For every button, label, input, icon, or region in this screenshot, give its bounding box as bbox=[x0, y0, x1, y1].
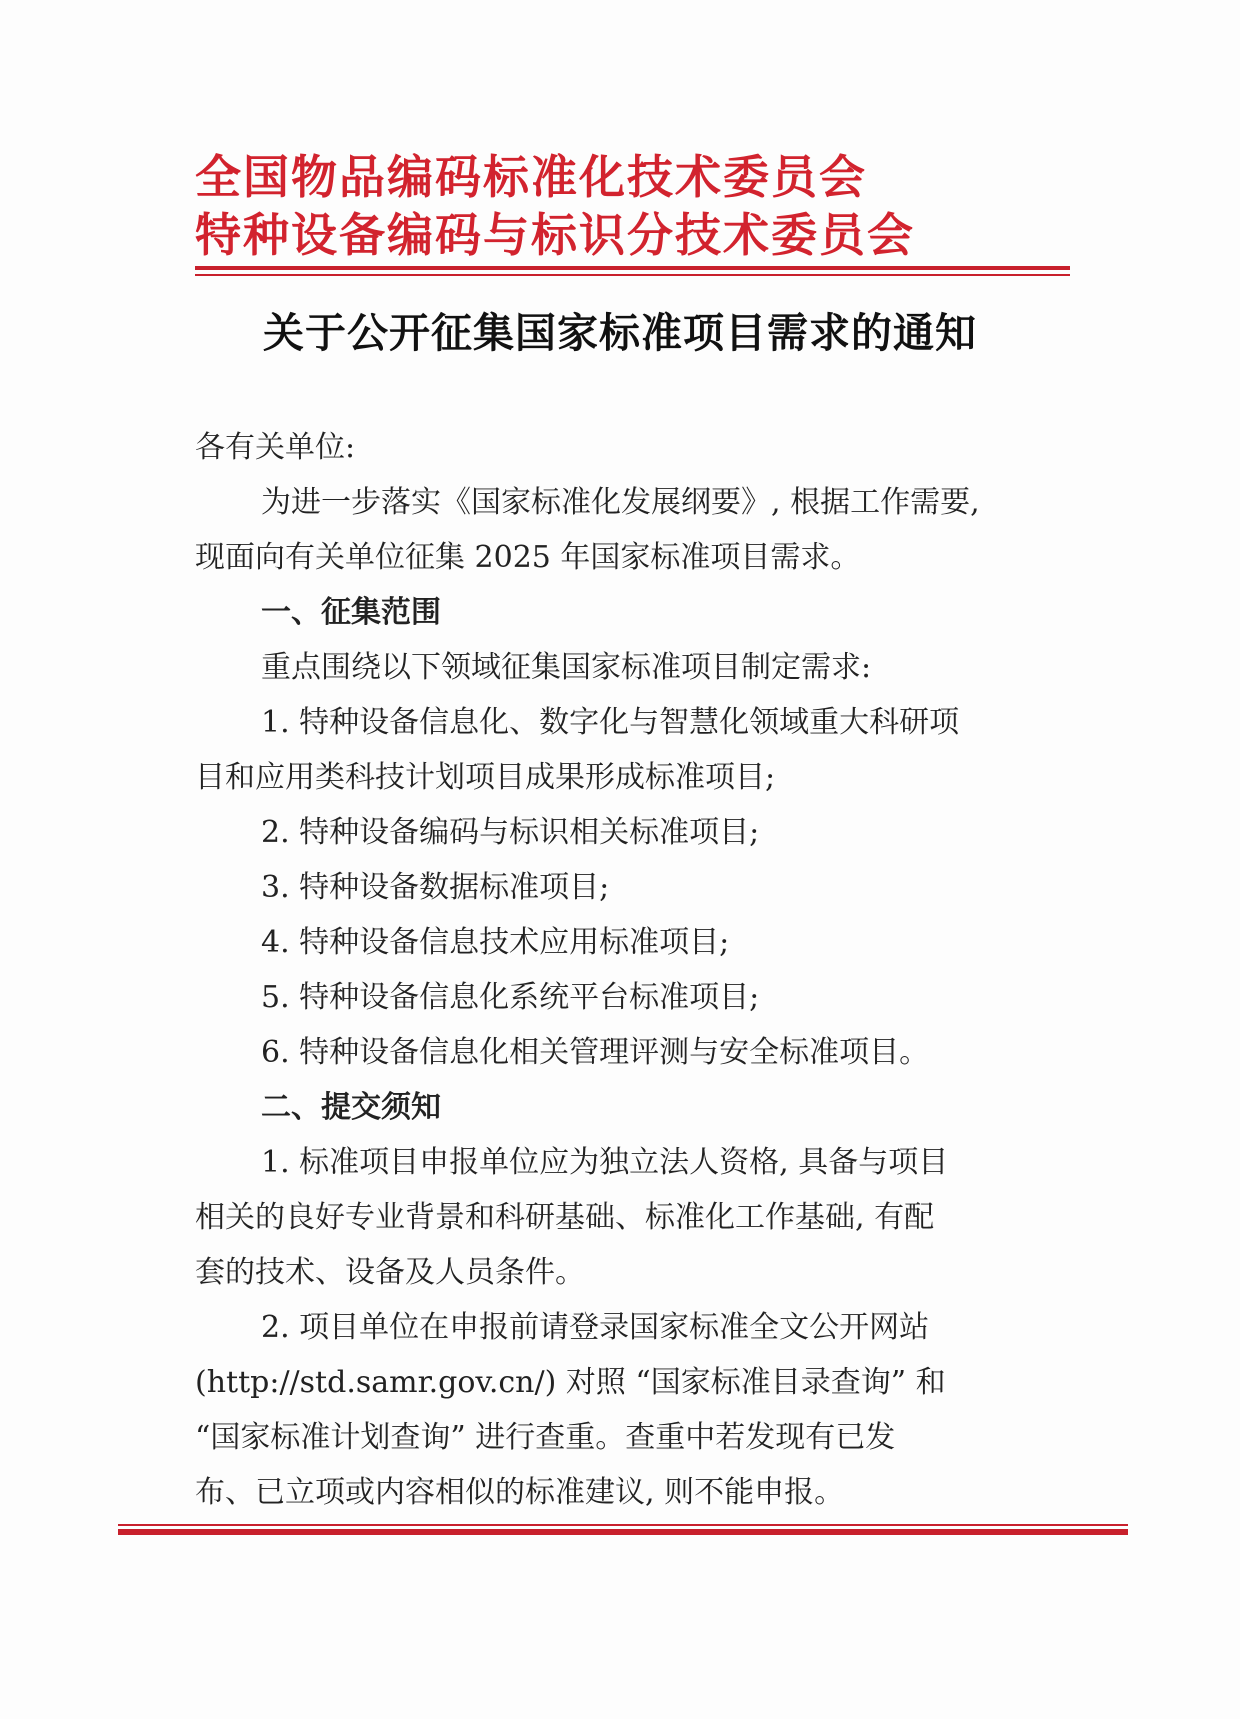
notice-item-1-line-2: 相关的良好专业背景和科研基础、标准化工作基础, 有配 bbox=[195, 1200, 935, 1235]
intro-line-1: 为进一步落实《国家标准化发展纲要》, 根据工作需要, bbox=[261, 485, 980, 520]
scope-item-1-line-1: 1. 特种设备信息化、数字化与智慧化领域重大科研项 bbox=[261, 705, 960, 740]
letterhead-line-2: 特种设备编码与标识分技术委员会 bbox=[195, 208, 915, 262]
notice-item-1-line-3: 套的技术、设备及人员条件。 bbox=[195, 1255, 585, 1290]
letterhead-divider bbox=[195, 266, 1070, 276]
footer-divider bbox=[118, 1524, 1128, 1535]
salutation: 各有关单位: bbox=[195, 430, 356, 465]
letterhead-line-1: 全国物品编码标准化技术委员会 bbox=[195, 150, 867, 204]
notice-item-2-line-3: “国家标准计划查询” 进行查重。查重中若发现有已发 bbox=[195, 1420, 896, 1455]
section-2-heading: 二、提交须知 bbox=[261, 1090, 441, 1125]
section-1-lead: 重点围绕以下领域征集国家标准项目制定需求: bbox=[261, 650, 872, 685]
notice-item-2-line-2: (http://std.samr.gov.cn/) 对照 “国家标准目录查询” 和 bbox=[195, 1365, 946, 1400]
section-1-heading: 一、征集范围 bbox=[261, 595, 441, 630]
document-title: 关于公开征集国家标准项目需求的通知 bbox=[263, 310, 977, 356]
letterhead bbox=[195, 148, 1065, 264]
scope-item-1-line-2: 目和应用类科技计划项目成果形成标准项目; bbox=[195, 760, 776, 795]
intro-line-2: 现面向有关单位征集 2025 年国家标准项目需求。 bbox=[195, 540, 861, 575]
scope-item-2: 2. 特种设备编码与标识相关标准项目; bbox=[261, 815, 760, 850]
scope-item-4: 4. 特种设备信息技术应用标准项目; bbox=[261, 925, 730, 960]
document-body bbox=[195, 420, 1055, 1520]
notice-item-1-line-1: 1. 标准项目申报单位应为独立法人资格, 具备与项目 bbox=[261, 1145, 949, 1180]
scope-item-6: 6. 特种设备信息化相关管理评测与安全标准项目。 bbox=[261, 1035, 930, 1070]
notice-item-2-line-1: 2. 项目单位在申报前请登录国家标准全文公开网站 bbox=[261, 1310, 930, 1345]
notice-item-2-line-4: 布、已立项或内容相似的标准建议, 则不能申报。 bbox=[195, 1475, 845, 1510]
scope-item-5: 5. 特种设备信息化系统平台标准项目; bbox=[261, 980, 760, 1015]
scope-item-3: 3. 特种设备数据标准项目; bbox=[261, 870, 610, 905]
